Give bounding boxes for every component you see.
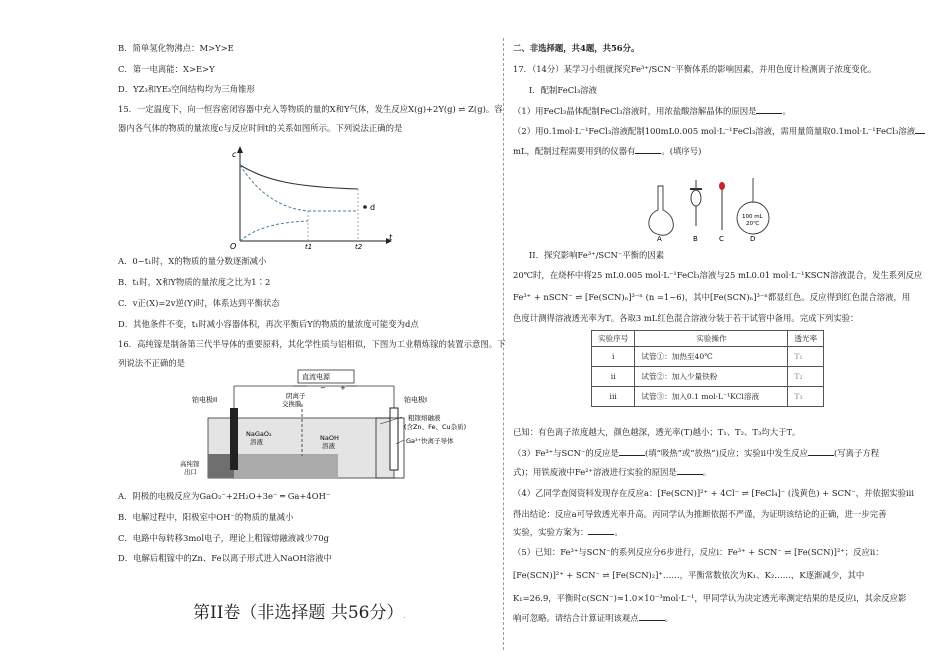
q17-3-text3: (写离子方程 (833, 448, 880, 458)
graph-curve-z (240, 221, 308, 241)
graph-curve-y (240, 165, 308, 211)
known-note: 已知：有色离子浓度越大，颜色越深，透光率(T)越小；T₁、T₂、T₃均大于T。 (513, 427, 801, 437)
graph-curve-x (240, 165, 358, 189)
graph-point-d-label: d (370, 203, 376, 212)
answer-blank (677, 466, 703, 475)
outlet-label-2: 出口 (184, 468, 197, 476)
q16-stem-line2: 列说法不正确的是 (118, 358, 185, 368)
q17-4-line3: 实验，实验方案为： 。 (513, 527, 623, 537)
q16-option-d: D．电解后粗镓中的Zn、Fe以离子形式进入NaOH溶液中 (118, 553, 332, 563)
crude-gallium-label: 粗镓熔融液 (408, 414, 441, 422)
table-cell: ii (592, 367, 635, 387)
graph-y-label: c (232, 150, 237, 159)
q15-option-b: B．t₁时，X和Y物质的量浓度之比为1∶2 (118, 277, 271, 287)
answer-blank (639, 612, 665, 621)
electrolysis-cell-diagram (180, 366, 470, 486)
answer-blank (808, 447, 834, 456)
pt-electrode-ii (230, 408, 238, 470)
q17-3-line1 (513, 447, 879, 459)
plus-sign: + (340, 384, 346, 392)
q15-option-a: A．0~t₁时，X的物质的量分数逐渐减小 (118, 256, 267, 266)
q14-option-c: C．第一电离能：X>E>Y (118, 64, 215, 74)
q17-5-line4: 响可忽略。请结合计算证明该观点 。 (513, 613, 673, 623)
q17-2-line1 (513, 125, 925, 137)
q17-4-line2: 得出结论：反应a可导致透光率升高。丙同学认为推断依据不严谨，为证明该结论的正确，进一步完善 (513, 509, 887, 519)
solution-left-2: 溶液 (250, 438, 263, 446)
minus-sign: − (320, 384, 326, 392)
q16-stem-line1: 16．高纯镓是制备第三代半导体的重要原料，其化学性质与铝相似，下图为工业精炼镓的装置示意图。下 (118, 339, 506, 349)
table-cell: 试管②：加入少量铁粉 (635, 367, 788, 387)
section-note: . (403, 613, 406, 620)
electrode-ii-label: 铂电极II (192, 396, 218, 404)
table-header: 实验序号 (592, 331, 635, 347)
q16-option-a: A．阴极的电极反应为GaO₂⁻+2H₂O+3e⁻ ═ Ga+4OH⁻ (118, 491, 331, 501)
part-ii-para2: Fe³⁺ + nSCN⁻ ⇌ [Fe(SCN)ₙ]³⁻ⁿ (n =1~6)，其中[Fe(SCN)ₙ]³⁻ⁿ都显红色。反应得到红色混合溶液，用 (513, 292, 911, 302)
power-supply-label: 直流电源 (302, 373, 330, 381)
flask-volume-label: 100 mL (742, 214, 763, 220)
table-row (592, 387, 824, 407)
membrane-label-1: 阴离子 (286, 392, 306, 400)
graph-x-label: t (389, 233, 393, 242)
pt-electrode-i (390, 408, 398, 470)
q17-4-line1: （4）乙同学查阅资料发现存在反应a：[Fe(SCN)]²⁺ + 4Cl⁻ ⇌ [FeCl₄]⁻ (浅黄色) + SCN⁻，并依据实验iii (513, 488, 915, 498)
solution-right-1: NaOH (320, 434, 339, 442)
graph-point-d (363, 205, 367, 209)
section-title: 第II卷（非选择题 共56分） (193, 603, 404, 623)
table-cell: T₁ (788, 347, 824, 367)
q17-5-line2: [Fe(SCN)]²⁺ + SCN⁻ ⇌ [Fe(SCN)₂]⁺……，平衡常数依次为K₁、K₂……，K逐渐减少，其中 (513, 570, 865, 580)
answer-blank (619, 447, 645, 456)
part-ii-para1: 20℃时，在烧杯中将25 mL0.005 mol·L⁻¹FeCl₃溶液与25 mL0.01 mol·L⁻¹KSCN溶液混合，发生系列反应 (513, 270, 923, 280)
experiment-table (591, 330, 824, 407)
q16-option-b: B．电解过程中，阳极室中OH⁻的物质的量减小 (118, 512, 294, 522)
table-header-row (592, 331, 824, 347)
q17-3-text4: 式)；用铁废液中Fe²⁺溶液进行实验的原因是 (513, 467, 677, 477)
answer-blank (915, 125, 925, 134)
q17-4-text: 实验，实验方案为： (513, 527, 589, 537)
table-cell: 试管③：加入0.1 mol·L⁻¹KCl溶液 (635, 387, 788, 407)
table-header: 透光率 (788, 331, 824, 347)
apparatus-c-bulb (719, 182, 725, 190)
flask-temp-label: 20℃ (746, 221, 760, 227)
q17-5-line3: K₁=26.9，平衡时c(SCN⁻)≈1.0×10⁻³mol·L⁻¹，甲同学认为决定透光率测定结果的是反应i，其余反应影 (513, 593, 907, 603)
crude-gallium-impurity: (含Zn、Fe、Cu杂质) (404, 423, 467, 431)
table-cell: i (592, 347, 635, 367)
q17-3-text: （3）Fe³⁺与SCN⁻的反应是 (513, 448, 619, 458)
answer-blank (635, 145, 661, 154)
q17-2-line2 (513, 145, 701, 157)
apparatus-b-stopcock (690, 188, 702, 190)
q17-title: 17．（14分）某学习小组就探究Fe³⁺/SCN⁻平衡体系的影响因素，并用色度计检测离子浓度变化。 (513, 64, 877, 74)
concentration-time-graph (226, 143, 396, 251)
q15-option-c: C．v正(X)=2v逆(Y)时，体系达到平衡状态 (118, 298, 280, 308)
apparatus-b-label: B (693, 235, 698, 242)
q17-3-line2: 式)；用铁废液中Fe²⁺溶液进行实验的原因是 。 (513, 467, 712, 477)
electrode-i-label: 铂电极I (404, 396, 428, 404)
graph-t1-label: t1 (305, 243, 313, 251)
q14-option-b: B．简单氢化物沸点：M>Y>E (118, 43, 234, 53)
outlet-label-1: 高纯镓 (180, 460, 200, 468)
q17-1: （1）用FeCl₃晶体配制FeCl₃溶液时，用浓盐酸溶解晶体的原因是 。 (513, 106, 791, 116)
table-cell: T₂ (788, 367, 824, 387)
q17-2-text2: mL，配制过程需要用到的仪器有 (513, 146, 636, 156)
q17-1-text: （1）用FeCl₃晶体配制FeCl₃溶液时，用浓盐酸溶解晶体的原因是 (513, 106, 757, 116)
apparatus-d-label: D (750, 235, 756, 242)
q17-5-text: 响可忽略。请结合计算证明该观点 (513, 613, 639, 623)
solution-right-2: 溶液 (322, 442, 335, 450)
table-cell: iii (592, 387, 635, 407)
section-heading (193, 598, 405, 623)
q14-option-d: D．YZ₃和YE₃空间结构均为三角锥形 (118, 84, 255, 94)
table-row (592, 347, 824, 367)
part-ii-title: II．探究影响Fe³⁺/SCN⁻平衡的因素 (529, 250, 665, 260)
apparatus-b-funnel (691, 190, 701, 206)
q15-option-d: D．其他条件不变，t₁时减小容器体积，再次平衡后Y的物质的量浓度可能变为d点 (118, 319, 419, 329)
table-header: 实验操作 (635, 331, 788, 347)
apparatus-a-flask (649, 186, 673, 235)
part-ii-para3: 色度计测得溶液透光率为T。各取3 mL红色混合溶液分装于若干试管中备用。完成下列实验： (513, 313, 859, 323)
membrane-label-2: 交换膜 (282, 400, 302, 408)
q17-3-text2: (填“吸热”或“放热”)反应；实验ii中发生反应 (644, 448, 808, 458)
table-row (592, 367, 824, 387)
table-cell: T₃ (788, 387, 824, 407)
q16-option-c: C．电路中每转移3mol电子，理论上粗镓熔融液减少70g (118, 533, 329, 543)
graph-t2-label: t2 (355, 243, 363, 251)
answer-blank (756, 105, 782, 114)
apparatus-c-label: C (719, 235, 724, 242)
q15-stem-line2: 器内各气体的物质的量浓度c与反应时间t的关系如图所示。下列说法正确的是 (118, 123, 403, 133)
q17-5-line1: （5）已知：Fe³⁺与SCN⁻的系列反应分6步进行，反应i：Fe³⁺ + SCN⁻ ⇌ [Fe(SCN)]²⁺；反应ii： (513, 547, 884, 557)
q17-2-text: （2）用0.1mol·L⁻¹FeCl₃溶液配制100mL0.005 mol·L⁻¹FeCl₃溶液，需用量筒量取0.1mol·L⁻¹FeCl₃溶液 (513, 126, 916, 136)
graph-y-arrow (237, 146, 243, 153)
solution-left-1: NaGaO₂ (246, 430, 272, 438)
q15-stem-line1: 15．一定温度下，向一恒容密闭容器中充入等物质的量的X和Y气体，发生反应X(g)+2Y(g) ⇌ Z(g)。容 (118, 104, 503, 114)
apparatus-a-label: A (657, 235, 662, 242)
q17-2-text3: 。(填序号) (661, 146, 702, 156)
apparatus-figure (639, 176, 789, 242)
table-cell: 试管①：加热至40℃ (635, 347, 788, 367)
section-ii-heading: 二、非选择题，共4题，共56分。 (513, 43, 640, 53)
graph-origin-label: O (230, 242, 237, 251)
ga-conductor-label: Ga³⁺快离子导体 (406, 437, 454, 445)
part-i-title: I．配制FeCl₃溶液 (529, 85, 597, 95)
answer-blank (588, 526, 614, 535)
